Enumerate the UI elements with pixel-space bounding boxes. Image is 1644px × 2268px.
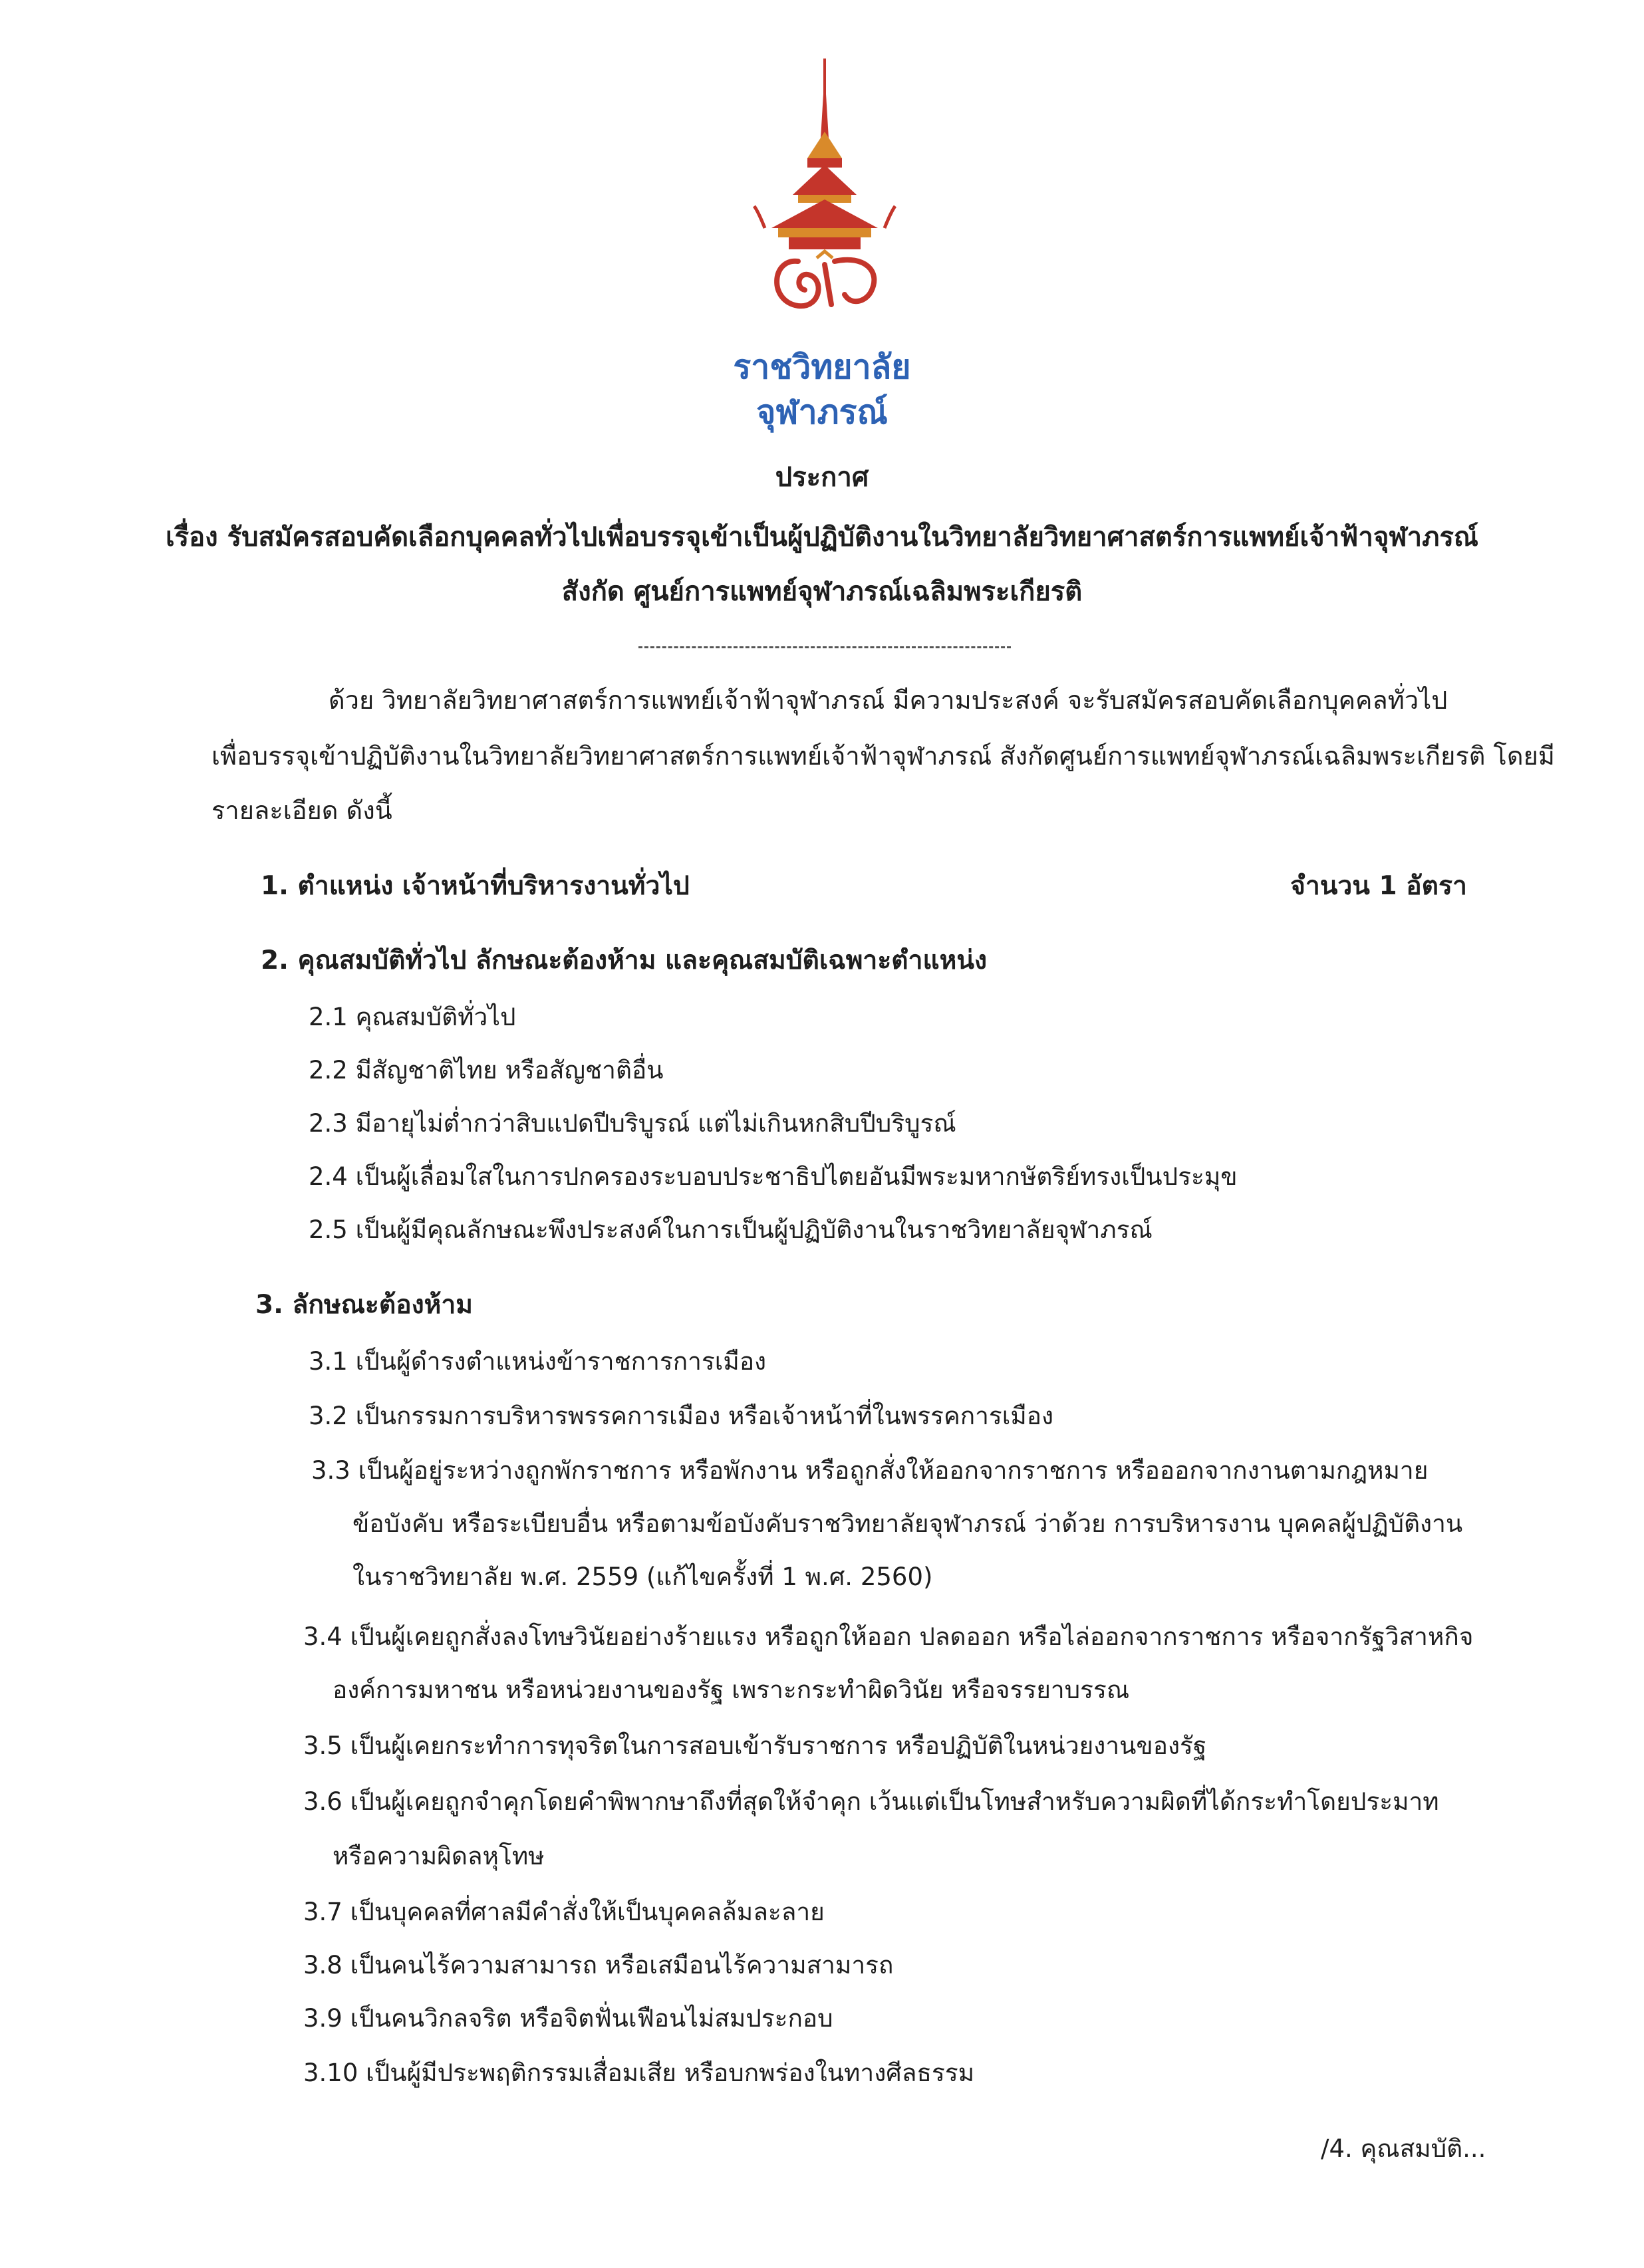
subject-line-1: เรื่อง รับสมัครสอบคัดเลือกบุคคลทั่วไปเพื่อบรรจุเข้าเป็นผู้ปฏิบัติงานในวิทยาลัยวิทยาศาสตร์การแพทย์เจ้าฟ้าจุฬาภรณ์ — [165, 522, 1479, 553]
list-item: 3.10 เป็นผู้มีประพฤติกรรมเสื่อมเสีย หรือบกพร่องในทางศีลธรรม — [303, 2059, 975, 2087]
list-item: 3.3 เป็นผู้อยู่ระหว่างถูกพักราชการ หรือพักงาน หรือถูกสั่งให้ออกจากราชการ หรือออกจากงานตามกฎหมาย — [311, 1456, 1429, 1485]
list-item-continuation: หรือความผิดลหุโทษ — [333, 1842, 545, 1870]
list-item: 3.8 เป็นคนไร้ความสามารถ หรือเสมือนไร้ความสามารถ — [303, 1951, 894, 1979]
list-item: 3.2 เป็นกรรมการบริหารพรรคการเมือง หรือเจ้าหน้าที่ในพรรคการเมือง — [309, 1402, 1054, 1430]
section-3-title: 3. ลักษณะต้องห้าม — [255, 1290, 473, 1320]
list-item: 2.3 มีอายุไม่ต่ำกว่าสิบแปดปีบริบูรณ์ แต่ไม่เกินหกสิบปีบริบูรณ์ — [309, 1109, 956, 1138]
royal-college-crest-icon — [752, 59, 898, 311]
list-item-continuation: องค์การมหาชน หรือหน่วยงานของรัฐ เพราะกระทำผิดวินัย หรือจรรยาบรรณ — [333, 1676, 1130, 1704]
list-item: 3.7 เป็นบุคคลที่ศาลมีคำสั่งให้เป็นบุคคลล้มละลาย — [303, 1898, 825, 1926]
list-item-continuation: ข้อบังคับ หรือระเบียบอื่น หรือตามข้อบังคับราชวิทยาลัยจุฬาภรณ์ ว่าด้วย การบริหารงาน บุคคลผู้ปฏิบัติงาน — [352, 1509, 1463, 1538]
list-item: 2.1 คุณสมบัติทั่วไป — [309, 1003, 516, 1031]
intro-line-3: รายละเอียด ดังนี้ — [211, 796, 392, 825]
list-item: 2.4 เป็นผู้เลื่อมใสในการปกครองระบอบประชาธิปไตยอันมีพระมหากษัตริย์ทรงเป็นประมุข — [309, 1162, 1238, 1191]
intro-line-2: เพื่อบรรจุเข้าปฏิบัติงานในวิทยาลัยวิทยาศาสตร์การแพทย์เจ้าฟ้าจุฬาภรณ์ สังกัดศูนย์การแพทย์จุฬาภรณ์เฉลิมพระเกียรติ โดยมี — [211, 741, 1555, 771]
list-item-continuation: ในราชวิทยาลัย พ.ศ. 2559 (แก้ไขครั้งที่ 1 พ.ศ. 2560) — [352, 1563, 933, 1591]
logo-name-line1: ราชวิทยาลัย — [733, 348, 911, 386]
list-item: 3.9 เป็นคนวิกลจริต หรือจิตฟั่นเฟือนไม่สมประกอบ — [303, 2004, 833, 2033]
section-1-count: จำนวน 1 อัตรา — [1290, 871, 1467, 901]
list-item: 3.5 เป็นผู้เคยกระทำการทุจริตในการสอบเข้ารับราชการ หรือปฏิบัติในหน่วยงานของรัฐ — [303, 1731, 1207, 1760]
section-2-title: 2. คุณสมบัติทั่วไป ลักษณะต้องห้าม และคุณสมบัติเฉพาะตำแหน่ง — [261, 945, 988, 975]
continuation-note: /4. คุณสมบัติ... — [1321, 2134, 1486, 2163]
subject-line-2: สังกัด ศูนย์การแพทย์จุฬาภรณ์เฉลิมพระเกียรติ — [561, 576, 1083, 607]
list-item: 2.2 มีสัญชาติไทย หรือสัญชาติอื่น — [309, 1056, 664, 1084]
list-item: 2.5 เป็นผู้มีคุณลักษณะพึงประสงค์ในการเป็นผู้ปฏิบัติงานในราชวิทยาลัยจุฬาภรณ์ — [309, 1215, 1153, 1244]
section-1-title: 1. ตำแหน่ง เจ้าหน้าที่บริหารงานทั่วไป — [261, 871, 690, 901]
header-divider — [638, 646, 1011, 648]
logo-name-line2: จุฬาภรณ์ — [756, 393, 888, 432]
list-item: 3.1 เป็นผู้ดำรงตำแหน่งข้าราชการการเมือง — [309, 1347, 767, 1376]
list-item: 3.6 เป็นผู้เคยถูกจำคุกโดยคำพิพากษาถึงที่สุดให้จำคุก เว้นแต่เป็นโทษสำหรับความผิดที่ได้กระทำโดยประมาท — [303, 1787, 1439, 1816]
intro-line-1: ด้วย วิทยาลัยวิทยาศาสตร์การแพทย์เจ้าฟ้าจุฬาภรณ์ มีความประสงค์ จะรับสมัครสอบคัดเลือกบุคคลทั่วไป — [329, 686, 1448, 715]
list-item: 3.4 เป็นผู้เคยถูกสั่งลงโทษวินัยอย่างร้ายแรง หรือถูกให้ออก ปลดออก หรือไล่ออกจากราชการ หรือจากรัฐวิสาหกิจ — [303, 1622, 1474, 1651]
announcement-title: ประกาศ — [775, 462, 869, 493]
